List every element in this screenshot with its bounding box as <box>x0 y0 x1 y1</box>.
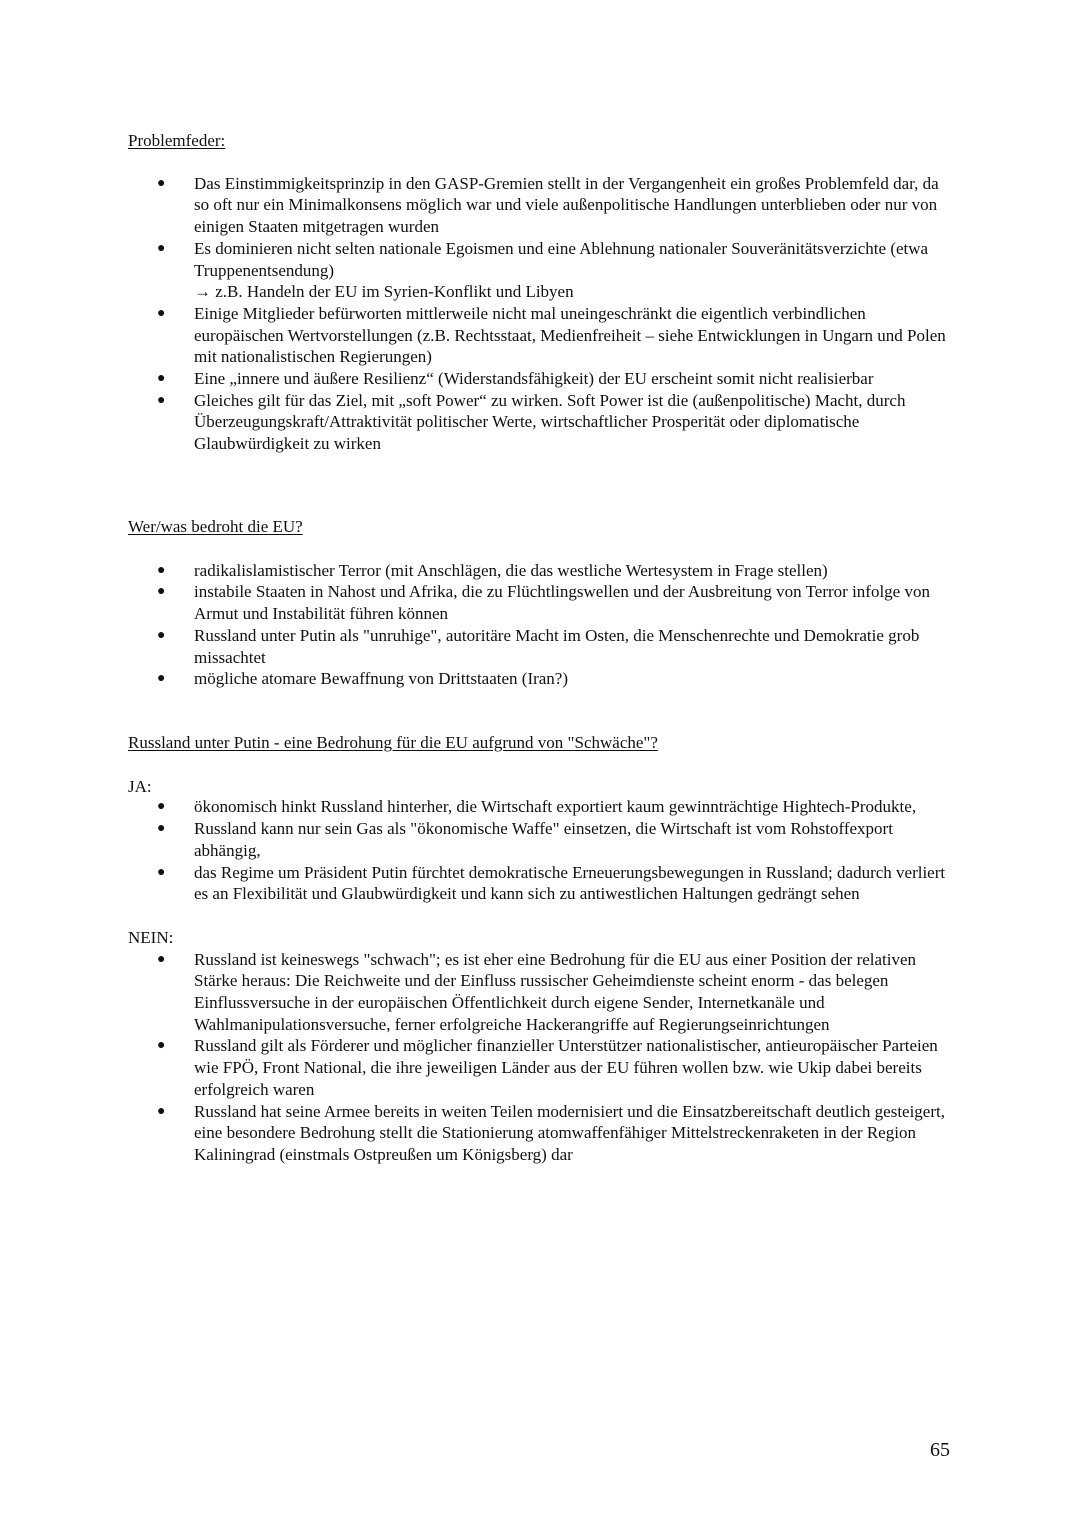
list-item: ● Russland kann nur sein Gas als "ökonomische Waffe" einsetzen, die Wirtschaft ist vom Rohstoffexport abhängig, <box>157 819 893 860</box>
bullet-icon: ● <box>157 1103 166 1119</box>
section-heading: Problemfeder: <box>128 131 226 150</box>
list-item: ● Eine „innere und äußere Resilienz“ (Widerstandsfähigkeit) der EU erscheint somit nicht realisierbar <box>157 369 874 389</box>
bullet-icon: ● <box>157 392 166 408</box>
list-item: ● das Regime um Präsident Putin fürchtet demokratische Erneuerungsbewegungen in Russland; dadurch verliert es an Flexibilität und Glaubwürdigkeit und kann sich zu antiwestlichen Haltungen gedrängt sehen <box>157 862 946 904</box>
list-item: ● Russland unter Putin als "unruhige", autoritäre Macht im Osten, die Menschenrechte und Demokratie grob missachtet <box>157 625 920 667</box>
section-heading: Wer/was bedroht die EU? <box>128 517 303 536</box>
bullet-list <box>128 560 958 690</box>
list-item: ● Russland gilt als Förderer und möglicher finanzieller Unterstützer nationalistischer, antieuropäischer Parteien wie FPÖ, Front National, die ihre jeweiligen Länder aus der EU führen wollen bzw. wie Ukip dabei bereits erfolgreich waren <box>157 1036 938 1099</box>
section-problemfelder <box>128 130 958 455</box>
bullet-icon: ● <box>157 821 166 837</box>
bullet-icon: ● <box>157 584 166 600</box>
section-russland <box>128 732 958 1166</box>
list-item: ● Russland ist keineswegs "schwach"; es ist eher eine Bedrohung für die EU aus einer Position der relativen Stärke heraus: Die Reichweite und der Einfluss russischer Geheimdienste scheint enorm - das belegen Einflussversuche in der europäischen Öffentlichkeit durch eigene Sender, Internetkanäle und Wahlmanipulationsversuche, ferner erfolgreiche Hackerangriffe auf Regierungseinrichtungen <box>157 949 917 1034</box>
bullet-icon: ● <box>157 951 166 967</box>
list-item: ● mögliche atomare Bewaffnung von Drittstaaten (Iran?) <box>157 669 569 689</box>
list-item: ● Gleiches gilt für das Ziel, mit „soft Power“ zu wirken. Soft Power ist die (außenpolitische) Macht, durch Überzeugungskraft/Attraktivität politischer Werte, wirtschaftlicher Prosperität oder diplomatische Glaubwürdigkeit zu wirken <box>157 390 906 454</box>
list-item: ● Einige Mitglieder befürworten mittlerweile nicht mal uneingeschränkt die eigentlich verbindlichen europäischen Wertvorstellungen (z.B. Rechtsstaat, Medienfreiheit – siehe Entwicklungen in Ungarn und Polen mit nationalistischen Regierungen) <box>157 303 946 367</box>
bullet-icon: ● <box>157 627 166 643</box>
bullet-list-nein <box>128 949 958 1166</box>
bullet-icon: ● <box>157 371 166 387</box>
section-heading: Russland unter Putin - eine Bedrohung für die EU aufgrund von "Schwäche"? <box>128 733 658 752</box>
bullet-icon: ● <box>157 562 166 578</box>
nein-label: NEIN: <box>128 927 174 947</box>
list-item: ● Das Einstimmigkeitsprinzip in den GASP-Gremien stellt in der Vergangenheit ein großes Problemfeld dar, da so oft nur ein Minimalkonsens möglich war und viele außenpolitische Handlungen unterblieben oder nur von einigen Staaten mitgetragen wurden <box>157 173 939 237</box>
bullet-list-ja <box>128 796 958 905</box>
list-item: ● ökonomisch hinkt Russland hinterher, die Wirtschaft exportiert kaum gewinnträchtige Hightech-Produkte, <box>157 797 917 817</box>
list-item: ● Es dominieren nicht selten nationale Egoismen und eine Ablehnung nationaler Souveränitätsverzichte (etwa Truppenentsendung) → z.B. Handeln der EU im Syrien-Konflikt und Libyen <box>194 238 958 303</box>
list-item: ● Russland hat seine Armee bereits in weiten Teilen modernisiert und die Einsatzbereitschaft deutlich gesteigert, eine besondere Bedrohung stellt die Stationierung atomwaffenfähiger Mittelstreckenraketen in der Region Kaliningrad (einstmals Ostpreußen um Königsberg) dar <box>157 1101 945 1164</box>
arrow-note: → z.B. Handeln der EU im Syrien-Konflikt und Libyen <box>194 282 574 302</box>
bullet-icon: ● <box>157 1038 166 1054</box>
bullet-icon: ● <box>157 175 166 191</box>
list-item: ● instabile Staaten in Nahost und Afrika, die zu Flüchtlingswellen und der Ausbreitung von Terror infolge von Armut und Instabilität führen können <box>157 582 930 624</box>
bullet-icon: ● <box>157 864 166 880</box>
bullet-icon: ● <box>157 305 166 321</box>
page-number: 65 <box>930 1439 950 1461</box>
list-item: ● radikalislamistischer Terror (mit Anschlägen, die das westliche Wertesystem in Frage stellen) <box>157 560 828 580</box>
section-bedrohungen <box>128 516 958 690</box>
bullet-icon: ● <box>157 240 166 256</box>
bullet-list <box>128 173 958 455</box>
ja-label: JA: <box>128 776 152 796</box>
bullet-icon: ● <box>157 671 166 687</box>
bullet-icon: ● <box>157 799 166 815</box>
